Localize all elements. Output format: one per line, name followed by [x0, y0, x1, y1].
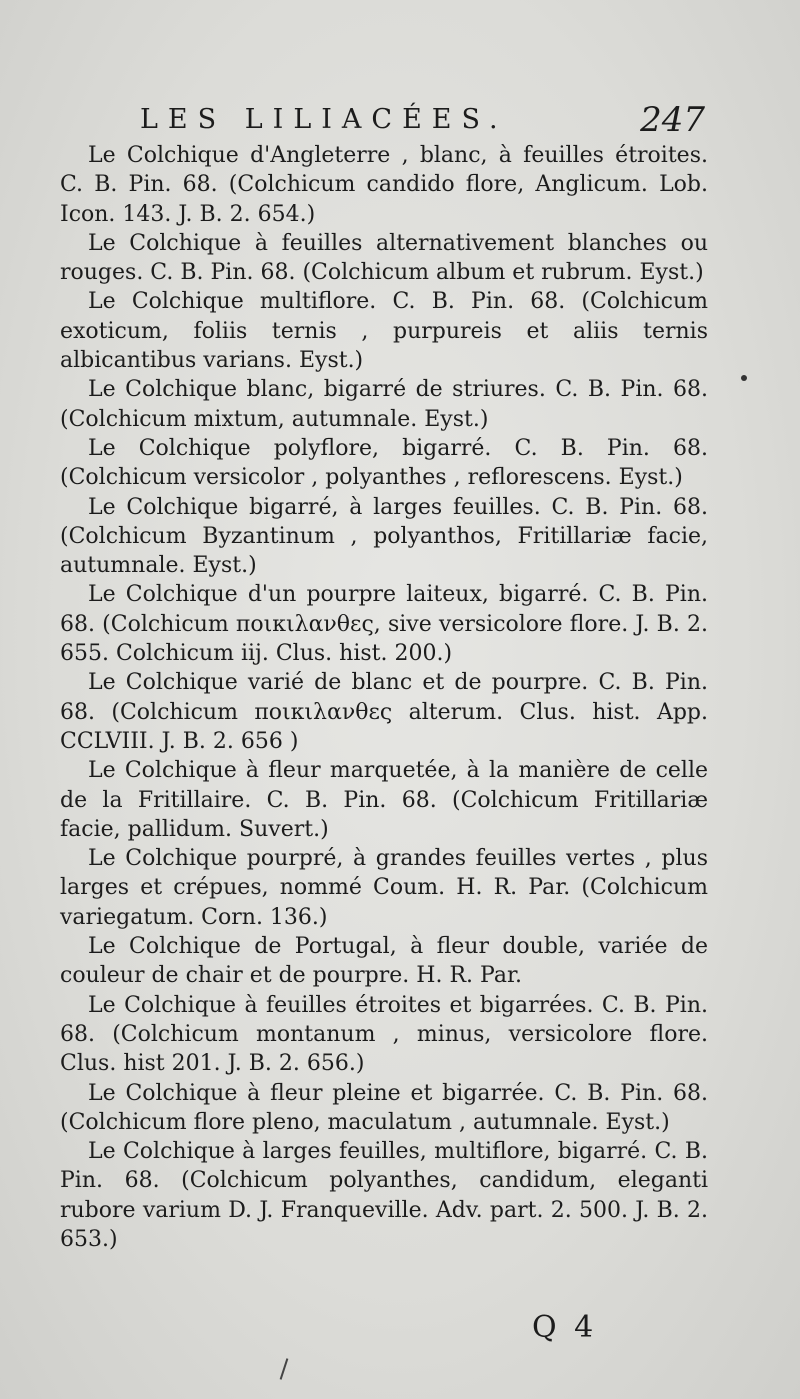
entry-3: Le Colchique multiflore. C. B. Pin. 68. (Colchicum exoticum, foliis ternis , purpureis et aliis ternis albicantibus varians. Eyst.)	[60, 289, 708, 374]
running-title: LES LILIACÉES.	[140, 104, 508, 135]
stray-ink-mark	[280, 1358, 289, 1380]
entry-4: Le Colchique blanc, bigarré de striures. C. B. Pin. 68. (Colchicum mixtum, autumnale. Eyst.)	[60, 377, 708, 432]
entry-11: Le Colchique de Portugal, à fleur double, variée de couleur de chair et de pourpre. H. R. Par.	[60, 934, 708, 989]
entry-7: Le Colchique d'un pourpre laiteux, bigarré. C. B. Pin. 68. (Colchicum ποικιλανθες, sive versicolore flore. J. B. 2. 655. Colchicum iij. Clus. hist. 200.)	[60, 582, 708, 667]
entry-12: Le Colchique à feuilles étroites et bigarrées. C. B. Pin. 68. (Colchicum montanum , minus, versicolore flore. Clus. hist 201. J. B. 2. 656.)	[60, 992, 708, 1077]
entry-13: Le Colchique à fleur pleine et bigarrée. C. B. Pin. 68. (Colchicum flore pleno, maculatum , autumnale. Eyst.)	[60, 1080, 708, 1135]
entry-10: Le Colchique pourpré, à grandes feuilles vertes , plus larges et crépues, nommé Coum. H. R. Par. (Colchicum variegatum. Corn. 136.)	[60, 846, 708, 930]
entry-14: Le Colchique à larges feuilles, multiflore, bigarré. C. B. Pin. 68. (Colchicum polyanthes, candidum, eleganti rubore varium D. J. Franqueville. Adv. part. 2. 500. J. B. 2. 653.)	[60, 1139, 708, 1252]
body-text	[60, 141, 708, 1254]
entry-9: Le Colchique à fleur marquetée, à la manière de celle de la Fritillaire. C. B. Pin. 68. (Colchicum Fritillariæ facie, pallidum. Suvert.)	[60, 758, 708, 842]
entry-8: Le Colchique varié de blanc et de pourpre. C. B. Pin. 68. (Colchicum ποικιλανθες alterum. Clus. hist. App. CCLVIII. J. B. 2. 656 )	[60, 670, 708, 754]
entry-5: Le Colchique polyflore, bigarré. C. B. Pin. 68. (Colchicum versicolor , polyanthes , reflorescens. Eyst.)	[60, 435, 708, 491]
page-number: 247	[640, 100, 705, 140]
signature-mark: Q 4	[532, 1310, 598, 1345]
margin-ink-dot	[741, 375, 747, 381]
entry-2: Le Colchique à feuilles alternativement blanches ou rouges. C. B. Pin. 68. (Colchicum album et rubrum. Eyst.)	[60, 230, 708, 286]
running-head	[60, 100, 705, 140]
entry-6: Le Colchique bigarré, à larges feuilles. C. B. Pin. 68. (Colchicum Byzantinum , polyanthos, Fritillariæ facie, autumnale. Eyst.)	[60, 494, 708, 579]
entry-1: Le Colchique d'Angleterre , blanc, à feuilles étroites. C. B. Pin. 68. (Colchicum candido flore, Anglicum. Lob. Icon. 143. J. B. 2. 654.)	[60, 143, 708, 227]
